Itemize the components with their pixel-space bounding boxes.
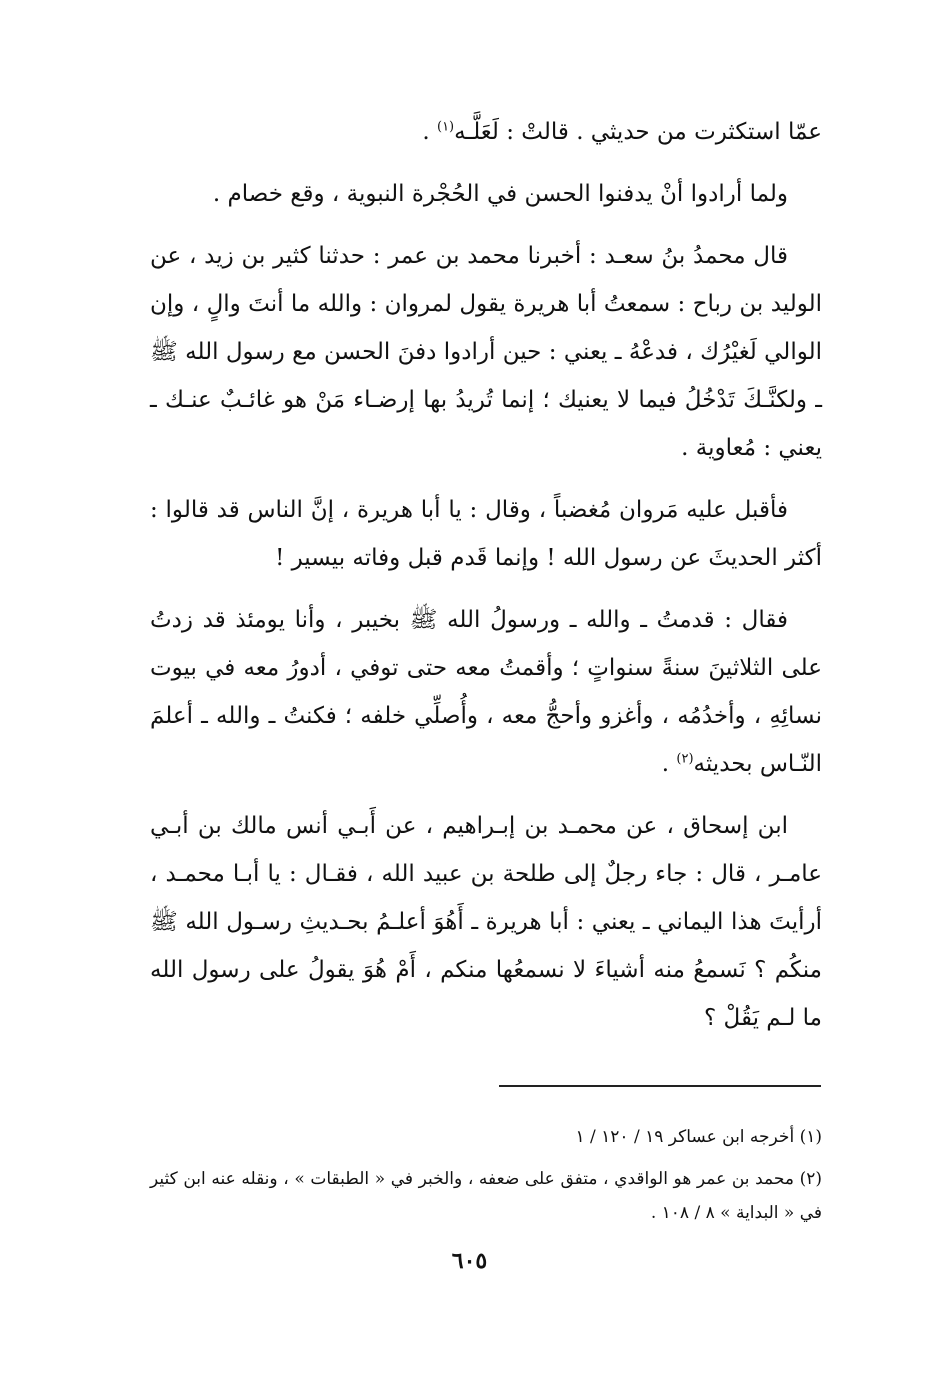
paragraph-1	[150, 108, 822, 156]
paragraph-tail: .	[661, 751, 677, 777]
footnote-number: (٢)	[799, 1169, 822, 1189]
main-text	[150, 108, 822, 1056]
footnotes	[150, 1120, 822, 1238]
paragraph-4	[150, 486, 822, 582]
footnote-number: (١)	[799, 1127, 822, 1147]
paragraph-text: فقال : قدمتُ ـ والله ـ ورسولُ الله ﷺ بخيبر ، وأنا يومئذ قد زدتُ على الثلاثينَ سنةً سنواتٍ ؛ وأقمتُ معه حتى توفي ، أدورُ معه في بيوت نسائِهِ ، وأخدُمُه ، وأغزو وأحجُّ معه ، وأُصلِّي خلفه ؛ فكنتُ ـ والله ـ أعلمَ النّـاس بحديثه	[150, 607, 822, 777]
footnote-divider	[499, 1085, 821, 1087]
paragraph-text: فأقبل عليه مَروان مُغضباً ، وقال : يا أبا هريرة ، إنَّ الناس قد قالوا : أكثر الحديثَ عن رسول الله ! وإنما قَدم قبل وفاته بيسير !	[150, 497, 822, 571]
footnote-mark-1: (١)	[436, 119, 455, 135]
footnote-text: أخرجه ابن عساكر ١٩ / ١٢٠ / ١	[575, 1127, 795, 1147]
page-number: ٦٠٥	[451, 1248, 488, 1274]
paragraph-2	[150, 170, 822, 218]
paragraph-text: ولما أرادوا أنْ يدفنوا الحسن في الحُجْرة النبوية ، وقع خصام .	[212, 181, 788, 207]
paragraph-tail: .	[422, 119, 437, 145]
paragraph-text: عمّا استكثرت من حديثي . قالتْ : لَعَلَّـه	[454, 119, 822, 145]
footnote-mark-2: (٢)	[676, 751, 694, 767]
paragraph-5	[150, 596, 822, 788]
paragraph-3	[150, 232, 822, 472]
footnote-1	[150, 1120, 822, 1154]
paragraph-text: ابن إسحاق ، عن محمـد بن إبـراهيم ، عن أَبـي أنس مالك بن أبـي عامـر ، قال : جاء رجلٌ إلى طلحة بن عبيد الله ، فقـال : يا أبـا محمـد ، أرأيتَ هذا اليماني ـ يعني : أبا هريرة ـ أَهُوَ أعلـمُ بحـديثِ رسـول الله ﷺ منكُم ؟ نَسمعُ منه أشياءَ لا نسمعُها منكم ، أَمْ هُوَ يقولُ على رسول الله ما لـم يَقُلْ ؟	[150, 813, 822, 1031]
footnote-2	[150, 1162, 822, 1230]
paragraph-6	[150, 802, 822, 1042]
paragraph-text: قال محمدُ بنُ سعـد : أخبرنا محمد بن عمر : حدثنا كثير بن زيد ، عن الوليد بن رباح : سمعتُ أبا هريرة يقول لمروان : والله ما أنتَ والٍ ، وإن الوالي لَغيْرُك ، فدعْهُ ـ يعني : حين أرادوا دفنَ الحسن مع رسول الله ﷺ ـ ولكنَّـكَ تَدْخُلُ فيما لا يعنيك ؛ إنما تُريدُ بها إرضـاء مَنْ هو غائـبٌ عنـك ـ يعني : مُعاوية .	[150, 243, 822, 461]
footnote-text: محمد بن عمر هو الواقدي ، متفق على ضعفه ، والخبر في « الطبقات » ، ونقله عنه ابن كثير في « البداية » ٨ / ١٠٨ .	[150, 1169, 822, 1223]
